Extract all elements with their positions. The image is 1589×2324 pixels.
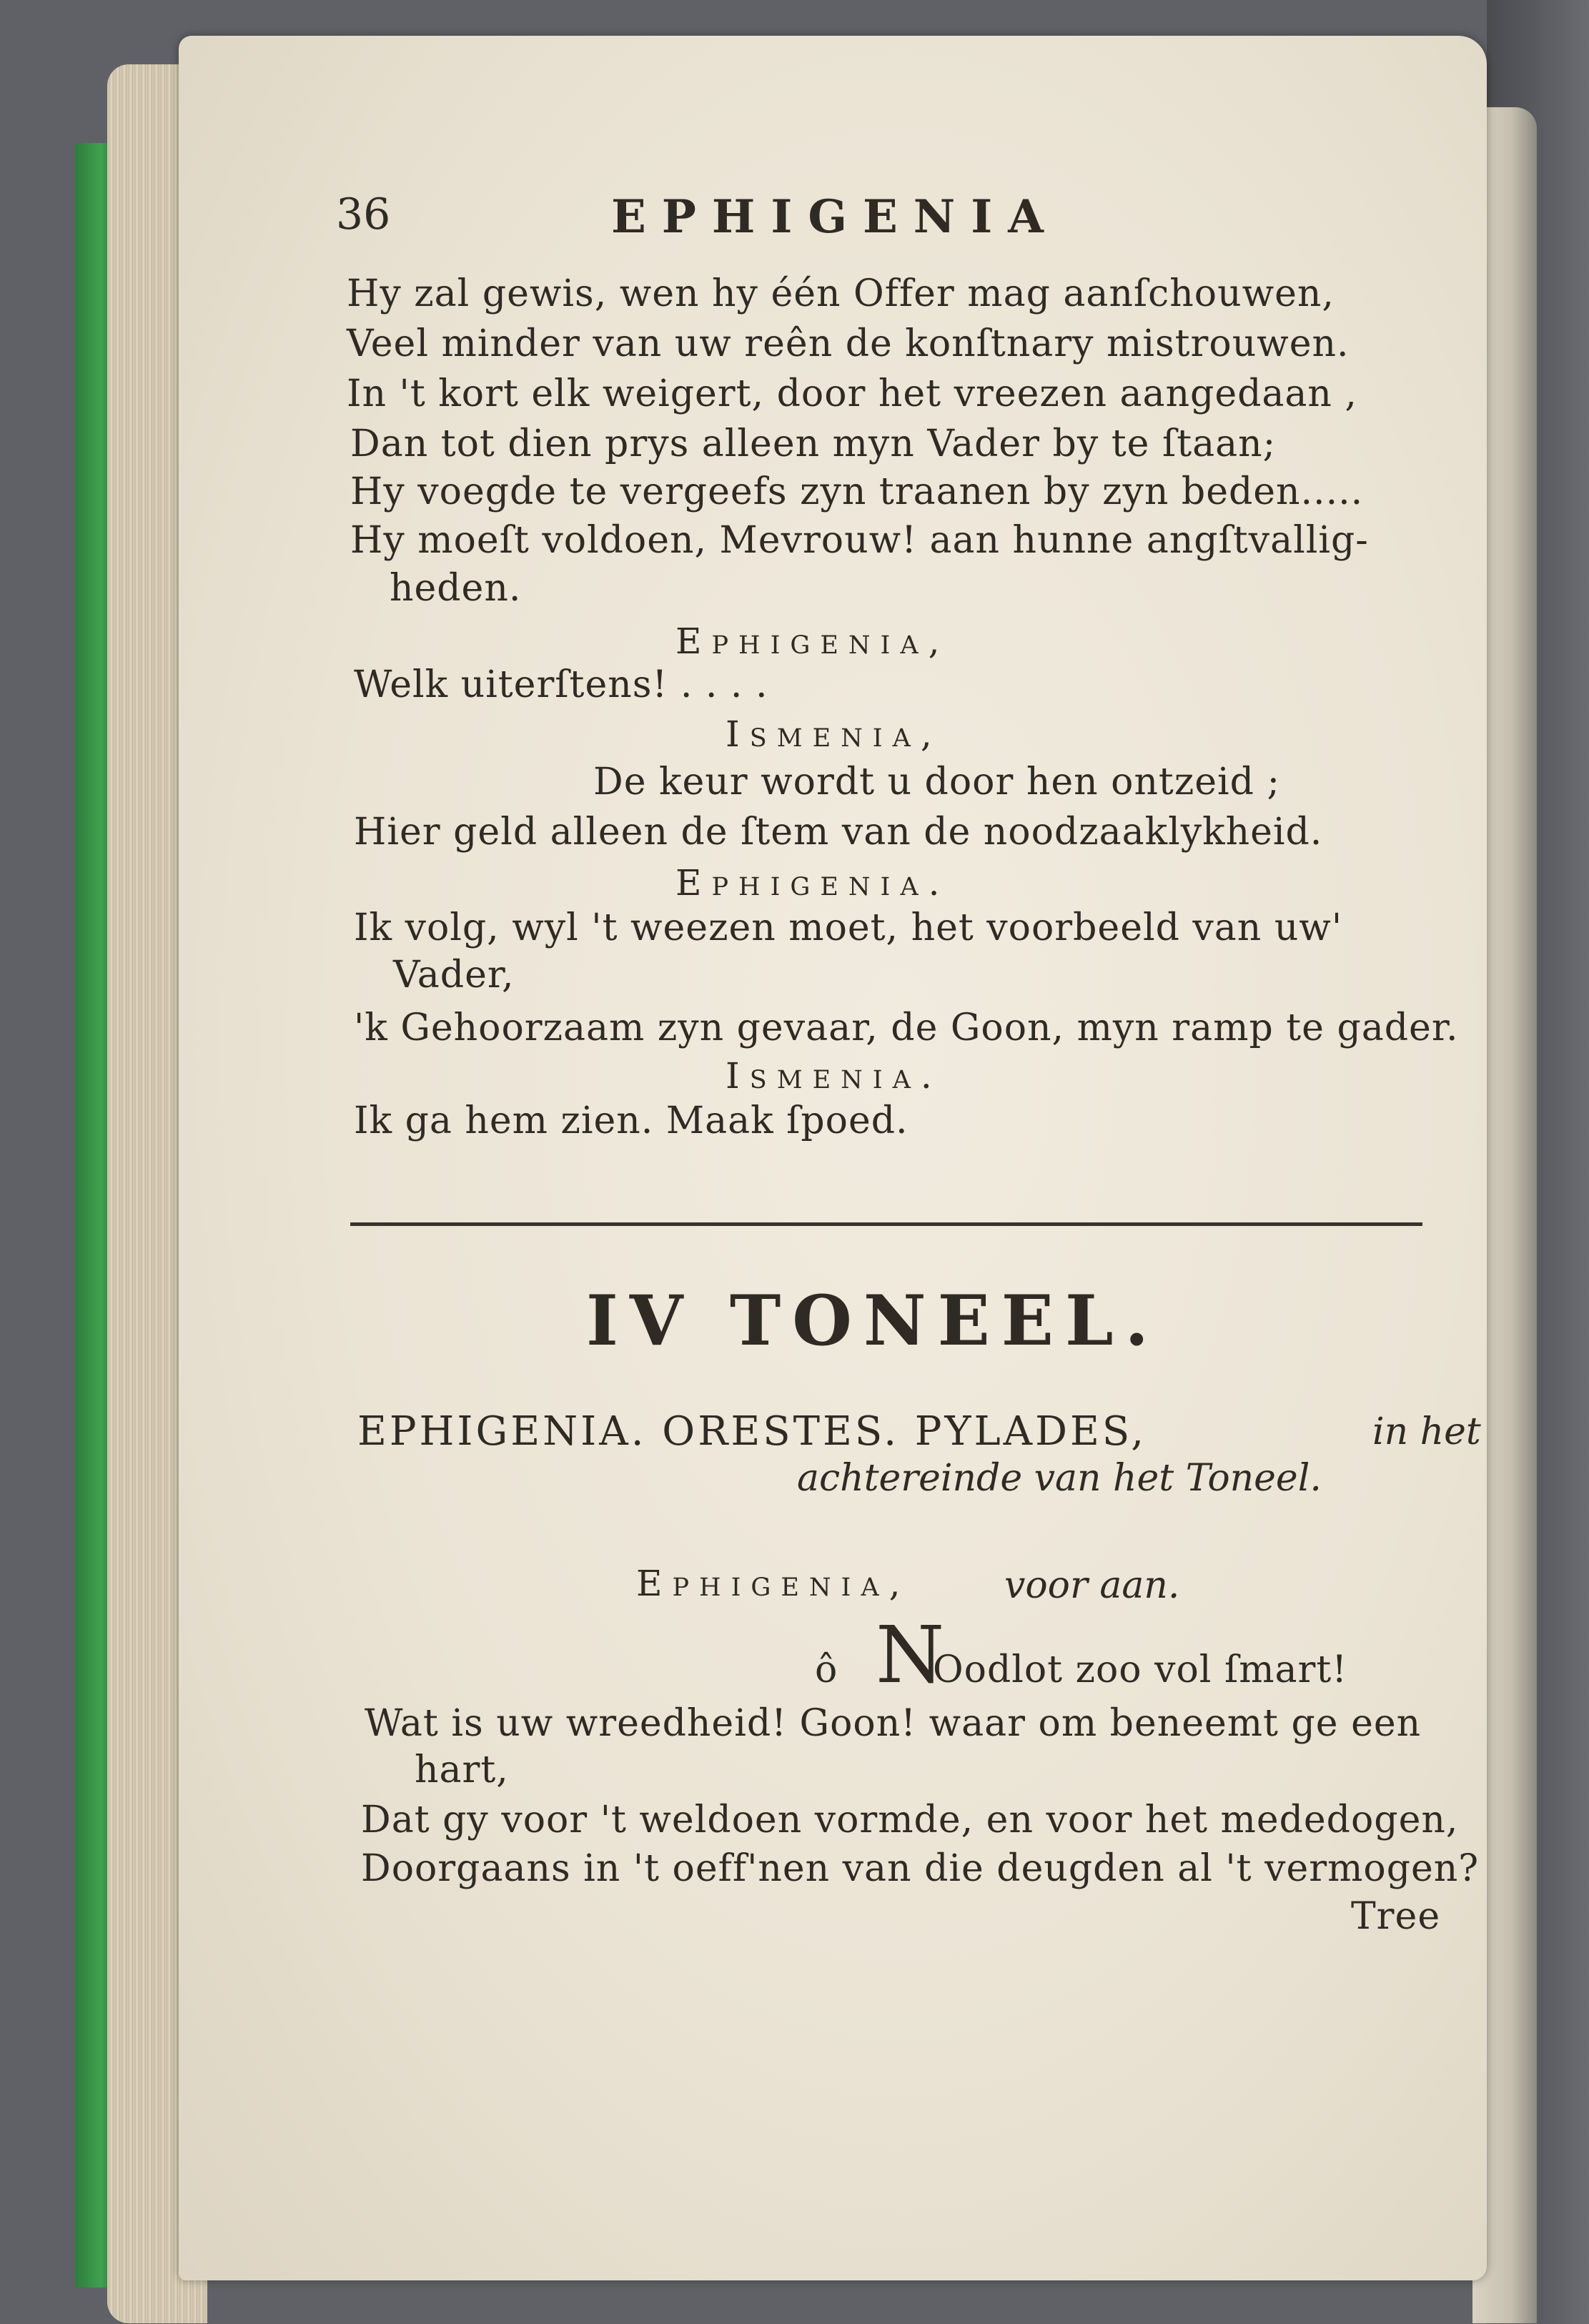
verse-line: Wat is uw wreedheid! Goon! waar om beneemt ge een — [365, 1702, 1422, 1745]
speaker-name: Ephigenia, — [675, 620, 950, 662]
verse-line: Dat gy voor 't weldoen vormde, en voor het mededogen, — [361, 1799, 1459, 1841]
verse-line: Ik volg, wyl 't weezen moet, het voorbeeld van uw' — [354, 906, 1343, 949]
stage-direction: achtereinde van het Toneel. — [797, 1457, 1322, 1500]
verse-line: In 't kort elk weigert, door het vreezen aangedaan , — [347, 372, 1357, 415]
speaker-name: Ephigenia. — [675, 862, 950, 904]
verse-line: Hy zal gewis, wen hy één Offer mag aanſchouwen, — [347, 272, 1335, 315]
verse-line: heden. — [390, 567, 522, 610]
verse-line: hart, — [415, 1749, 509, 1791]
section-divider — [350, 1222, 1422, 1226]
cast-list: EPHIGENIA. ORESTES. PYLADES, — [357, 1408, 1147, 1455]
page-number: 36 — [336, 189, 391, 239]
drop-capital: N — [876, 1609, 945, 1701]
verse-line: Hy moeſt voldoen, Mevrouw! aan hunne angſtvallig- — [350, 519, 1369, 562]
speaker-name: Ismenia, — [726, 713, 942, 755]
verse-line: Dan tot dien prys alleen myn Vader by te ſtaan; — [350, 422, 1277, 465]
stage-direction: voor aan. — [1004, 1564, 1180, 1607]
verse-line: Hier geld alleen de ſtem van de noodzaaklykheid. — [354, 811, 1323, 854]
verse-line: Ik ga hem zien. Maak ſpoed. — [354, 1099, 909, 1142]
verse-line: Vader, — [393, 954, 515, 997]
verse-line: Veel minder van uw reên de konſtnary mistrouwen. — [347, 322, 1350, 365]
verse-line: 'k Gehoorzaam zyn gevaar, de Goon, myn ramp te gader. — [354, 1007, 1459, 1049]
speaker-name: Ismenia. — [726, 1055, 942, 1097]
verse-line: Welk uiterſtens! . . . . — [354, 663, 768, 706]
speaker-name: Ephigenia, — [636, 1563, 911, 1604]
stage-direction: in het — [1372, 1410, 1481, 1453]
verse-line: Oodlot zoo vol ſmart! — [933, 1648, 1348, 1691]
scene-title: IV TONEEL. — [586, 1280, 1160, 1361]
catchword: Tree — [1351, 1895, 1441, 1938]
verse-line: Doorgaans in 't oeff'nen van die deugden al 't vermogen? — [361, 1847, 1480, 1890]
verse-line: De keur wordt u door hen ontzeid ; — [593, 761, 1280, 803]
verse-prefix: ô — [815, 1648, 838, 1691]
running-title: EPHIGENIA — [611, 190, 1059, 244]
verse-line: Hy voegde te vergeefs zyn traanen by zyn beden..... — [350, 470, 1364, 513]
